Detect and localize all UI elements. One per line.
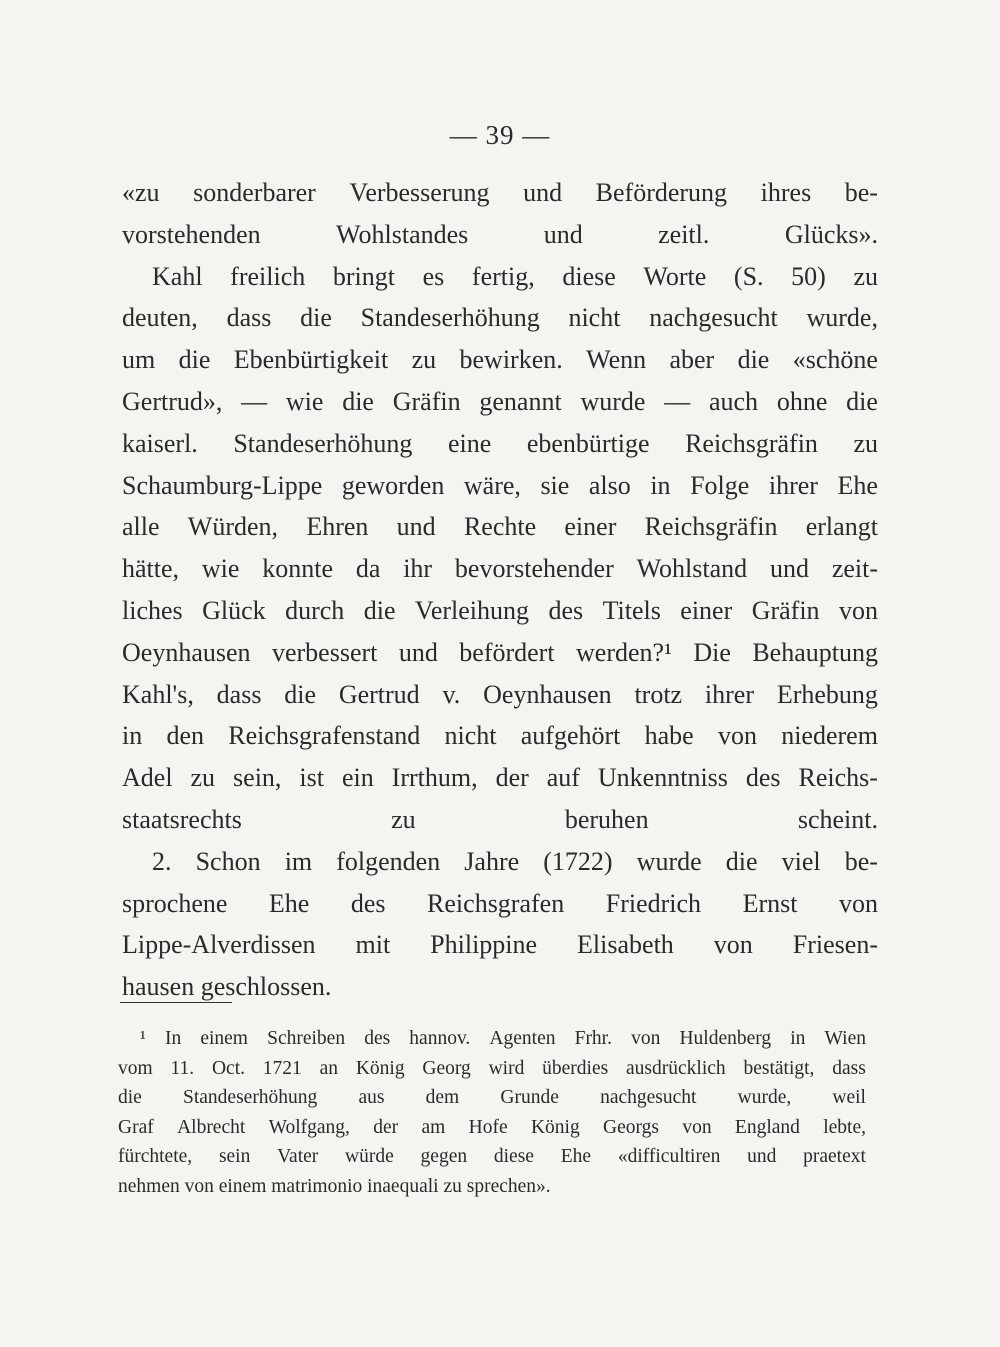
body-line: 2. Schon im folgenden Jahre (1722) wurde die viel be- <box>152 846 878 876</box>
body-line: deuten, dass die Standeserhöhung nicht nachgesucht wurde, <box>122 303 878 333</box>
body-line: vorstehenden Wohlstandes und zeitl. Glücks». <box>122 219 878 249</box>
footnote-line: ¹ In einem Schreiben des hannov. Agenten Frhr. von Huldenberg in Wien <box>140 1028 866 1049</box>
body-line: «zu sonderbarer Verbesserung und Beförderung ihres be- <box>122 178 878 207</box>
footnotes <box>118 1024 866 1201</box>
footnote-divider <box>120 1002 232 1003</box>
body-line: in den Reichsgrafenstand nicht aufgehört habe von niederem <box>122 721 878 751</box>
body-line: hausen geschlossen. <box>122 972 332 1002</box>
body-line: alle Würden, Ehren und Rechte einer Reichsgräfin erlangt <box>122 512 878 542</box>
body-line: Oeynhausen verbessert und befördert werden?¹ Die Behauptung <box>122 637 878 667</box>
body-text <box>122 172 878 1008</box>
footnote-line: nehmen von einem matrimonio inaequali zu sprechen». <box>118 1175 551 1197</box>
body-line: Lippe-Alverdissen mit Philippine Elisabeth von Friesen- <box>122 930 878 960</box>
body-line: liches Glück durch die Verleihung des Titels einer Gräfin von <box>122 595 878 625</box>
body-line: Gertrud», — wie die Gräfin genannt wurde — auch ohne die <box>122 386 878 416</box>
body-line: sprochene Ehe des Reichsgrafen Friedrich Ernst von <box>122 888 878 918</box>
body-line: Kahl freilich bringt es fertig, diese Worte (S. 50) zu <box>152 261 878 291</box>
page-number: — 39 — <box>449 120 551 150</box>
footnote-line: vom 11. Oct. 1721 an König Georg wird überdies ausdrücklich bestätigt, dass <box>118 1057 866 1079</box>
footnote-line: fürchtete, sein Vater würde gegen diese Ehe «difficultiren und praetext <box>118 1146 866 1167</box>
body-line: Schaumburg-Lippe geworden wäre, sie also in Folge ihrer Ehe <box>122 470 878 500</box>
body-line: kaiserl. Standeserhöhung eine ebenbürtige Reichsgräfin zu <box>122 428 878 458</box>
footnote-line: die Standeserhöhung aus dem Grunde nachgesucht wurde, weil <box>118 1087 866 1108</box>
body-line: um die Ebenbürtigkeit zu bewirken. Wenn aber die «schöne <box>122 345 878 375</box>
body-line: Adel zu sein, ist ein Irrthum, der auf Unkenntniss des Reichs- <box>122 763 878 793</box>
body-line: staatsrechts zu beruhen scheint. <box>122 804 878 834</box>
body-line: hätte, wie konnte da ihr bevorstehender Wohlstand und zeit- <box>122 554 878 584</box>
body-line: Kahl's, dass die Gertrud v. Oeynhausen trotz ihrer Erhebung <box>122 679 878 709</box>
footnote-line: Graf Albrecht Wolfgang, der am Hofe König Georgs von England lebte, <box>118 1116 866 1138</box>
